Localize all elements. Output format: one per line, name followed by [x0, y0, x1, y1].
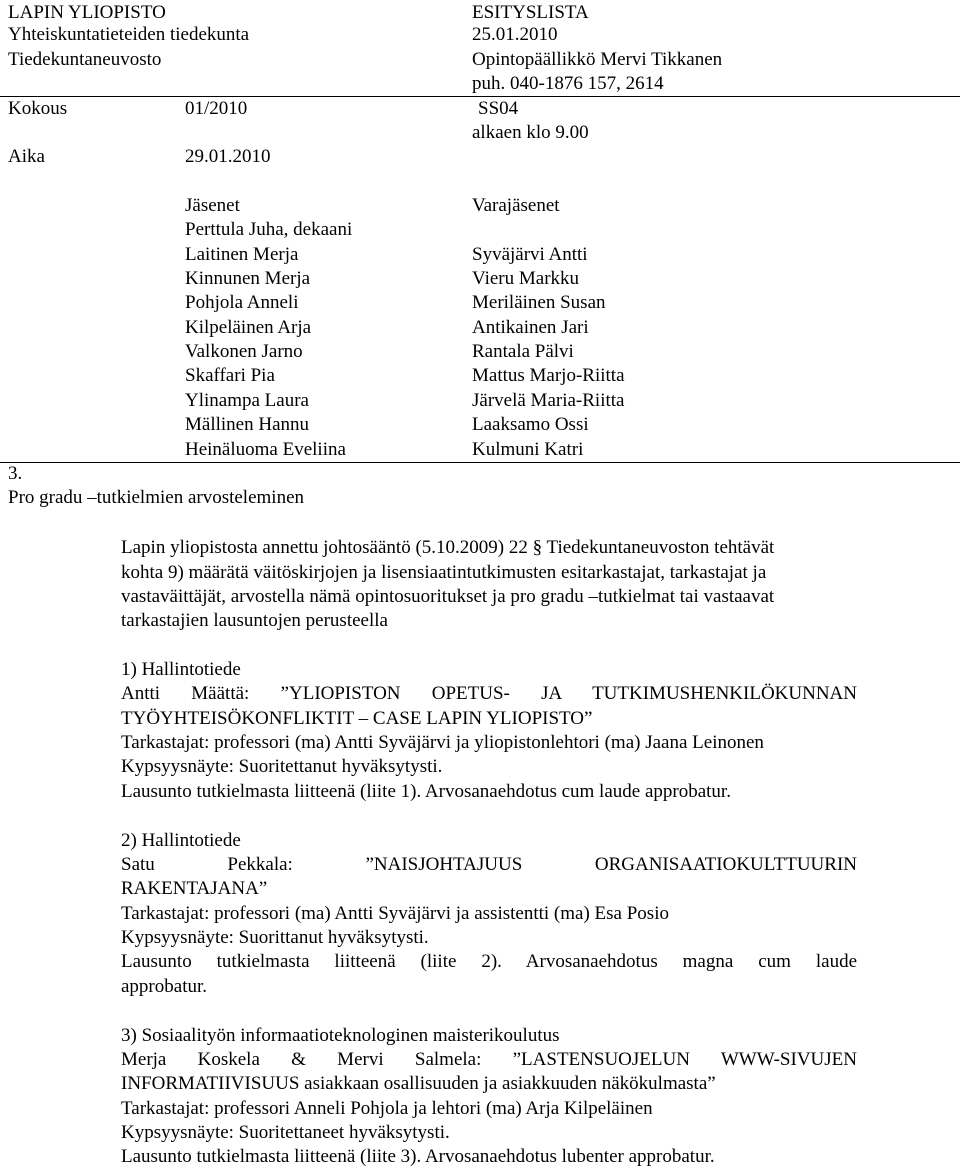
org-name: LAPIN YLIOPISTO: [8, 2, 166, 23]
thesis-1-examiners: Tarkastajat: professori (ma) Antti Syväjärvi ja yliopistonlehtori (ma) Jaana Leinonen: [121, 732, 764, 753]
member-name: Ylinampa Laura: [185, 390, 309, 411]
thesis-3-maturity-test: Kypsyysnäyte: Suoritettaneet hyväksytysti.: [121, 1122, 450, 1143]
member-name: Pohjola Anneli: [185, 292, 299, 313]
intro-line: kohta 9) määrätä väitöskirjojen ja lisensiaatintutkimusten esitarkastajat, tarkastajat ja: [121, 562, 767, 583]
thesis-2-maturity-test: Kypsyysnäyte: Suorittanut hyväksytysti.: [121, 927, 429, 948]
intro-line: Lapin yliopistosta annettu johtosääntö (5.10.2009) 22 § Tiedekuntaneuvoston tehtävät: [121, 537, 775, 558]
thesis-3-examiners: Tarkastajat: professori Anneli Pohjola ja lehtori (ma) Arja Kilpeläinen: [121, 1098, 653, 1119]
thesis-2-title-cont: RAKENTAJANA”: [121, 878, 268, 899]
member-name: Kinnunen Merja: [185, 268, 311, 289]
thesis-2-statement: Lausunto tutkielmasta liitteenä (liite 2). Arvosanaehdotus magna cum laude: [121, 951, 857, 972]
member-chair: Perttula Juha, dekaani: [185, 219, 353, 240]
deputy-name: Vieru Markku: [472, 268, 580, 289]
document-type: ESITYSLISTA: [472, 2, 589, 23]
deputy-name: Järvelä Maria-Riitta: [472, 390, 625, 411]
kokous-value: 01/2010: [185, 98, 248, 119]
thesis-1-program: 1) Hallintotiede: [121, 659, 241, 680]
kokous-label: Kokous: [8, 98, 68, 119]
member-name: Mällinen Hannu: [185, 414, 310, 435]
aika-value: 29.01.2010: [185, 146, 271, 167]
member-name: Heinäluoma Eveliina: [185, 439, 346, 460]
intro-line: tarkastajien lausuntojen perusteella: [121, 610, 388, 631]
members-heading: Jäsenet: [185, 195, 240, 216]
contact-phone: puh. 040-1876 157, 2614: [472, 73, 664, 94]
thesis-2-program: 2) Hallintotiede: [121, 830, 241, 851]
document-date: 25.01.2010: [472, 24, 558, 45]
member-name: Valkonen Jarno: [185, 341, 303, 362]
meeting-start: alkaen klo 9.00: [472, 122, 589, 143]
meeting-room: SS04: [478, 98, 519, 119]
section-title: Pro gradu –tutkielmien arvosteleminen: [8, 487, 305, 508]
thesis-3-title-cont: INFORMATIIVISUUS asiakkaan osallisuuden ja asiakkuuden näkökulmasta”: [121, 1073, 716, 1094]
deputies-heading: Varajäsenet: [472, 195, 560, 216]
thesis-2-examiners: Tarkastajat: professori (ma) Antti Syväjärvi ja assistentti (ma) Esa Posio: [121, 903, 669, 924]
thesis-1-statement: Lausunto tutkielmasta liitteenä (liite 1). Arvosanaehdotus cum laude approbatur.: [121, 781, 731, 802]
intro-line: vastaväittäjät, arvostella nämä opintosuoritukset ja pro gradu –tutkielmat tai vastaavat: [121, 586, 775, 607]
deputy-name: Syväjärvi Antti: [472, 244, 588, 265]
deputy-name: Rantala Pälvi: [472, 341, 574, 362]
thesis-3-statement: Lausunto tutkielmasta liitteenä (liite 3). Arvosanaehdotus lubenter approbatur.: [121, 1146, 715, 1167]
members-divider: [0, 462, 960, 463]
thesis-1-title-cont: TYÖYHTEISÖKONFLIKTIT – CASE LAPIN YLIOPISTO”: [121, 708, 593, 729]
thesis-3-program: 3) Sosiaalityön informaatioteknologinen maisterikoulutus: [121, 1025, 560, 1046]
aika-label: Aika: [8, 146, 45, 167]
deputy-name: Laaksamo Ossi: [472, 414, 589, 435]
member-name: Laitinen Merja: [185, 244, 299, 265]
contact-person: Opintopäällikkö Mervi Tikkanen: [472, 49, 723, 70]
section-number: 3.: [8, 463, 23, 484]
thesis-2-statement-cont: approbatur.: [121, 976, 208, 997]
deputy-name: Kulmuni Katri: [472, 439, 584, 460]
thesis-2-title: Satu Pekkala: ”NAISJOHTAJUUS ORGANISAATIOKULTTUURIN: [121, 854, 857, 875]
deputy-name: Meriläinen Susan: [472, 292, 606, 313]
member-name: Skaffari Pia: [185, 365, 275, 386]
council-name: Tiedekuntaneuvosto: [8, 49, 162, 70]
deputy-name: Antikainen Jari: [472, 317, 589, 338]
thesis-3-title: Merja Koskela & Mervi Salmela: ”LASTENSUOJELUN WWW-SIVUJEN: [121, 1049, 857, 1070]
member-name: Kilpeläinen Arja: [185, 317, 312, 338]
thesis-1-maturity-test: Kypsyysnäyte: Suoritettanut hyväksytysti.: [121, 756, 443, 777]
deputy-name: Mattus Marjo-Riitta: [472, 365, 625, 386]
thesis-1-title: Antti Määttä: ”YLIOPISTON OPETUS- JA TUTKIMUSHENKILÖKUNNAN: [121, 683, 857, 704]
faculty-name: Yhteiskuntatieteiden tiedekunta: [8, 24, 250, 45]
